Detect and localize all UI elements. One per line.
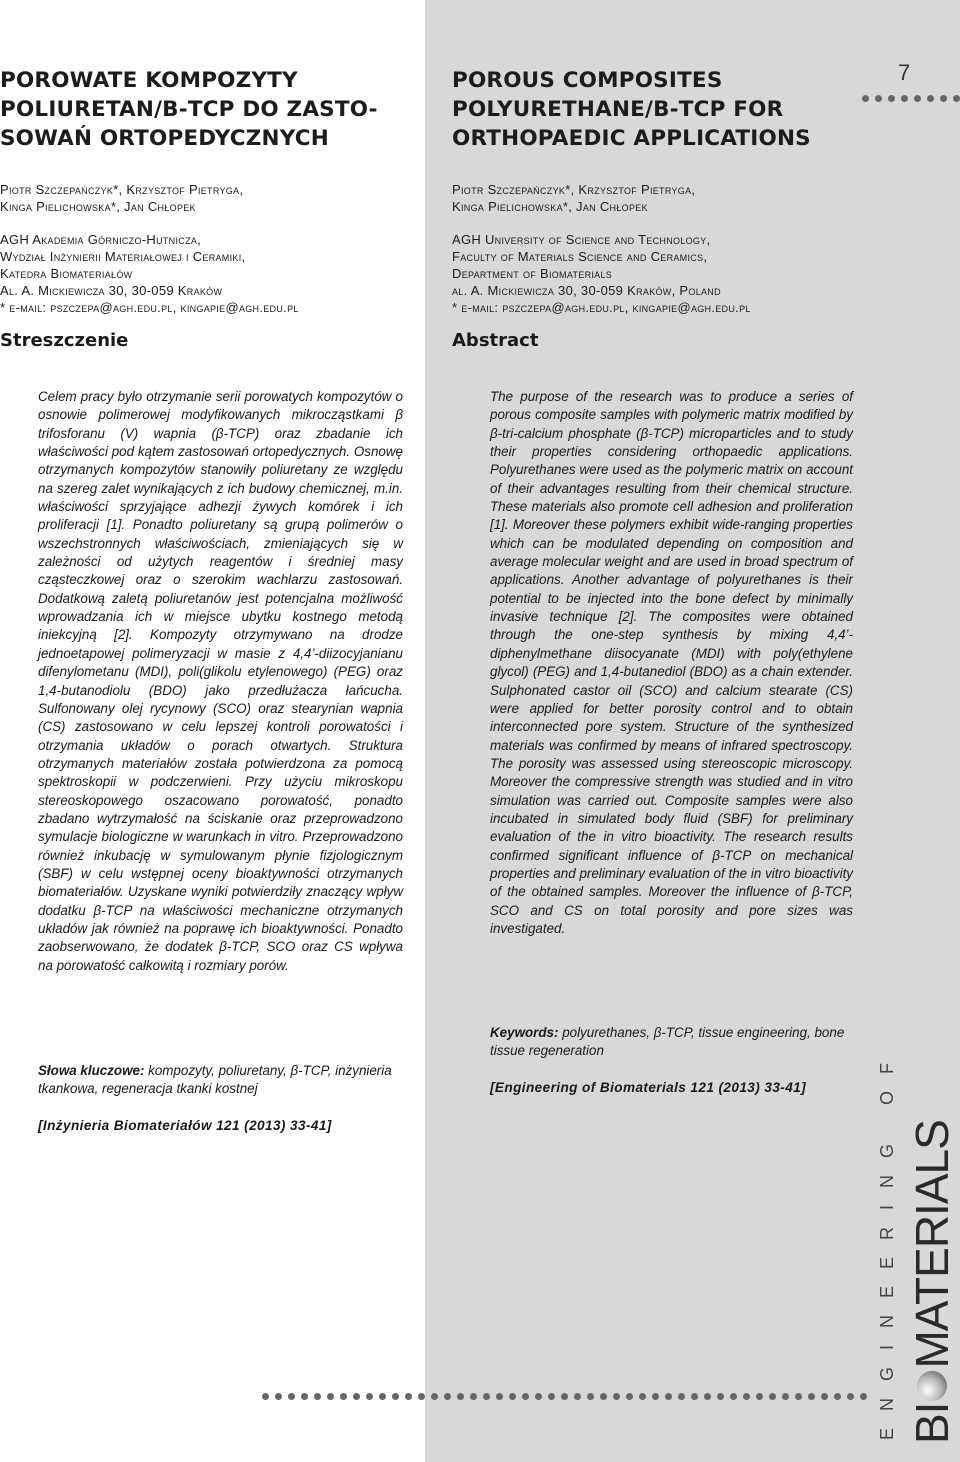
polish-keywords-list: kompozyty, poliuretany, β-TCP, inżynieria tkankowa, regeneracja tkanki kostnej xyxy=(38,1063,392,1097)
polish-authors: Piotr Szczepańczyk*, Krzysztof Pietryga, Kinga Pielichowska*, Jan Chłopek xyxy=(0,182,244,214)
polish-abstract-heading: Streszczenie xyxy=(0,330,129,351)
polish-affiliation: AGH Akademia Górniczo-Hutnicza, Wydział Inżynierii Materiałowej i Ceramiki, Katedra Biomateriałów Al. A. Mickiewicza 30, 30-059 Kraków * e-mail: pszczepa@agh.edu.pl, kingapie@agh.edu.pl xyxy=(0,232,299,315)
english-keywords-label: Keywords: xyxy=(490,1025,559,1040)
english-keywords xyxy=(490,1024,853,1061)
decorative-dots-top xyxy=(862,95,960,102)
english-citation: [Engineering of Biomaterials 121 (2013) 33-41] xyxy=(490,1080,807,1095)
journal-logo-text-left: BI xyxy=(906,1402,958,1444)
polish-abstract-text: Celem pracy było otrzymanie serii porowatych kompozytów o osnowie polimerowej modyfikowanych mikrocząstkami β trifosforanu (V) wapnia (β-TCP) oraz zbadanie ich właściwości pod kątem zastosowań ortopedycznych. Osnowę otrzymanych kompozytów stanowiły poliuretany ze względu na szereg zalet wynikających z ich budowy chemicznej, m.in. właściwości sprzyjające adhezji żywych komórek i ich proliferacji [1]. Ponadto poliuretany są grupą polimerów o wszechstronnych właściwościach, zmieniających się w zależności od użytych reagentów i średniej masy cząsteczkowej oraz o szerokim wachlarzu zastosowań. Dodatkową zaletą poliuretanów jest potencjalna możliwość wprowadzania ich w miejsce ubytku kostnego metodą iniekcyjną [2]. Kompozyty otrzymywano na drodze jednoetapowej polimeryzacji w masie z 4,4’-diizocyjanianu difenylometanu (MDI), poli(glikolu etylenowego) (PEG) oraz 1,4-butanodiolu (BDO) jako przedłużacza łańcucha. Sulfonowany olej rycynowy (SCO) oraz stearynian wapnia (CS) zastosowano w celu lepszej kontroli porowatości i otrzymania układów o porach otwartych. Struktura otrzymanych materiałów została potwierdzona za pomocą spektroskopii w podczerwieni. Przy użyciu mikroskopu stereoskopowego oszacowano porowatość, ponadto zbadano wytrzymałość na ściskanie oraz przeprowadzono symulacje biologiczne w warunkach in vitro. Przeprowadzono również inkubację w symulowanym płynie fizjologicznym (SBF) w celu wstępnej oceny bioaktywności otrzymanych biomateriałów. Uzyskane wyniki potwierdziły znaczący wpływ dodatku β-TCP na właściwości mechaniczne otrzymanych układów jak również na poprawę ich bioaktywności. Ponadto zaobserwowano, że dodatek β-TCP, SCO oraz CS wpływa na porowatość całkowitą i rozmiary porów. xyxy=(38,389,403,973)
english-authors: Piotr Szczepańczyk*, Krzysztof Pietryga, Kinga Pielichowska*, Jan Chłopek xyxy=(452,182,696,214)
polish-keywords xyxy=(38,1062,403,1099)
page-number: 7 xyxy=(898,60,911,85)
polish-column xyxy=(0,66,410,351)
journal-logo xyxy=(905,1120,959,1444)
journal-logo-text-right: MATERIALS xyxy=(906,1120,958,1369)
english-title: POROUS COMPOSITES POLYURETHANE/Β-TCP FOR ORTHOPAEDIC APPLICATIONS xyxy=(452,68,811,151)
polish-citation: [Inżynieria Biomateriałów 121 (2013) 33-41] xyxy=(38,1118,332,1133)
polish-title: POROWATE KOMPOZYTY POLIURETAN/Β-TCP DO ZASTO- SOWAŃ ORTOPEDYCZNYCH xyxy=(0,68,378,151)
english-abstract-heading: Abstract xyxy=(452,330,539,351)
english-column xyxy=(452,66,872,351)
decorative-dots-bottom xyxy=(262,1393,867,1400)
journal-logo-subtitle: ENGINEERING OF xyxy=(877,1045,897,1440)
english-abstract-text: The purpose of the research was to produce a series of porous composite samples with polymeric matrix modified by β-tri-calcium phosphate (β-TCP) microparticles and to study their properties considering orthopaedic applications. Polyurethanes were used as the polymeric matrix on account of their advantages resulting from their chemical structure. These materials also promote cell adhesion and proliferation [1]. Moreover these polymers exhibit wide-ranging properties which can be modulated depending on composition and average molecular weight and are used in broad spectrum of applications. Another advantage of polyurethanes is their potential to be injected into the bone defect by minimally invasive technique [2]. The composites were obtained through the one-step synthesis by mixing 4,4’-diphenylmethane diisocyanate (MDI) with poly(ethylene glycol) (PEG) and 1,4-butanediol (BDO) as a chain extender. Sulphonated castor oil (SCO) and calcium stearate (CS) were applied for better porosity control and to obtain interconnected pore system. Structure of the synthesized materials was confirmed by means of infrared spectroscopy. The porosity was assessed using stereoscopic microscopy. Moreover the compressive strength was studied and in vitro simulation was carried out. Composite samples were also incubated in simulated body fluid (SBF) for preliminary evaluation of the in vitro bioactivity. The research results confirmed significant influence of β-TCP on mechanical properties and preliminary evaluation of the in vitro bioactivity of the obtained samples. Moreover the influence of β-TCP, SCO and CS on total porosity and pore sizes was investigated. xyxy=(490,389,853,936)
polish-keywords-label: Słowa kluczowe: xyxy=(38,1063,145,1078)
sphere-icon xyxy=(917,1371,947,1401)
english-affiliation: AGH University of Science and Technology, Faculty of Materials Science and Ceramics, Department of Biomaterials al. A. Mickiewicza 30, 30-059 Kraków, Poland * e-mail: pszczepa@agh.edu.pl, kingapie@agh.edu.pl xyxy=(452,232,751,315)
english-keywords-list: polyurethanes, β-TCP, tissue engineering, bone tissue regeneration xyxy=(490,1025,845,1059)
